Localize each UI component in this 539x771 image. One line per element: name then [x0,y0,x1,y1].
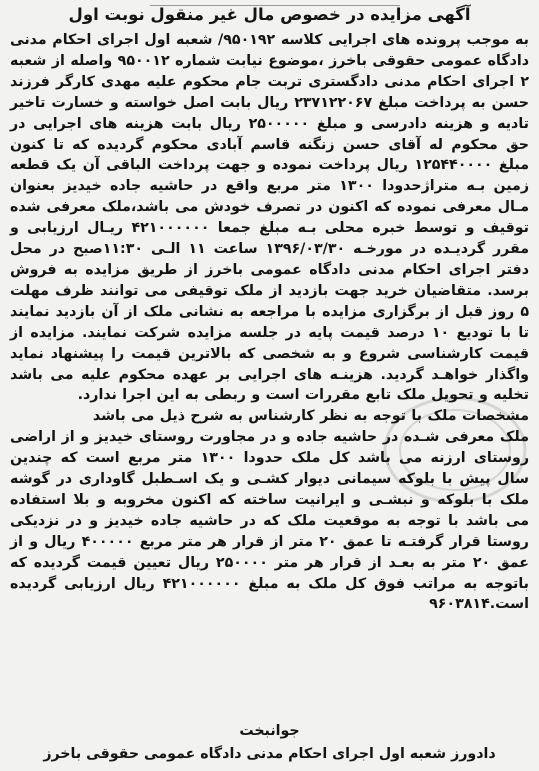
notice-title: آگهی مزایده در خصوص مال غیر منقول نوبت اول [68,5,471,24]
notice-paragraph: به موجب پرونده های اجرایی کلاسه ۹۵۰۱۹۲/ شعبه اول اجرای احکام مدنی دادگاه عمومی حقوقی باخرز ،موضوع نیابت شماره ۹۵۰۰۱۲ واصله از شعبه ۲ اجرای احکام مدنی دادگستری تربت جام محکوم علیه مهدی کارگر فرزند حسن به پرداخت مبلغ ۲۳۷۱۲۲۰۶۷ ریال بابت اصل خواسته و خسارت تاخیر تادیه و هزینه دادرسی و مبلغ ۲۵۰۰۰۰۰ ریال بابت هزینه های اجرایی در حق محکوم له آقای حسن زنگنه قاسم آبادی محکوم گردیده که تا کنون مبلغ ۱۲۵۴۴۰۰۰۰ ریال پرداخت نموده و جهت پرداخت الباقی آن یک قطعه زمین بـه متراژحدودا ۱۳۰۰ متر مربع واقع در حاشیه جاده خیدیز بعنوان مـال معرفی نموده که اکنون در تصرف خودش می باشد،ملک معرفی شده توقیف و توسط خبره محلی بـه مبلغ جمعا ۴۲۱۰۰۰۰۰۰ ریـال ارزیابی و مقرر گردیـده در مورخـه ۱۳۹۶/۰۳/۳۰ ساعت ۱۱ الـی ۱۱:۳۰صبح در محل دفتر اجرای احکام مدنی دادگاه عمومی باخرز از طریق مزایده به فروش برسد. متقاضیان خرید جهت بازدید از ملک توقیفی می توانند ظرف مهلت ۵ روز قبل از برگزاری مزایده با مراجعه به نشانی ملک از آن بازدید نمایند تا با تودیع ۱۰ درصد قیمت پایه در جلسه مزایده شرکت نمایند. مزایده از قیمت کارشناسی شروع و به شخصی که بالاترین قیمت را پیشنهاد نماید واگذار خواهـد گردید. هزینـه های اجرایی بر عهده محکوم علیه می باشد تخلیه و تحویل ملک تابع مقررات است و ربطی به این اجرا ندارد. [10,32,530,404]
property-specs-heading: مشخصات ملک با توجه به نظر کارشناس به شرح ذیل می باشد [92,408,529,425]
notice-body [10,30,529,615]
signature-title: دادورز شعبه اول اجرای احکام مدنی دادگاه عمومی حقوقی باخرز [43,746,496,762]
property-description: ملک معرفی شـده در حاشیه جاده و در مجاورت روستای خیدیز و از اراضی روستای ارزنه می باشد کل ملک حدودا ۱۳۰۰ متر مربع است که چندین سال پیش با بلوکه سیمانی دیوار کشـی و یک اسـطبل گاوداری در گوشه ملک با بلوکه و نبشـی و ایرانیت ساخته که اکنون مخروبه و بلا استفاده می باشد با توجه به موقعیت ملک که در حاشیه جاده خیدیز و در نزدیکی روستا قرار گرفتـه تا عمق ۲۰ متر از قرار هر متر مربع ۴۰۰۰۰۰ ریال و از عمق ۲۰ متر به بعـد از قرار هر متر ۲۵۰۰۰۰ ریال تعیین قیمت گردیده که باتوجه به مراتب فوق کل ملک به مبلغ ۴۲۱۰۰۰۰۰۰ ریال ارزیابی گردیده است.۹۶۰۳۸۱۴ [10,429,530,613]
signature-name: جوانبخت [239,723,300,739]
